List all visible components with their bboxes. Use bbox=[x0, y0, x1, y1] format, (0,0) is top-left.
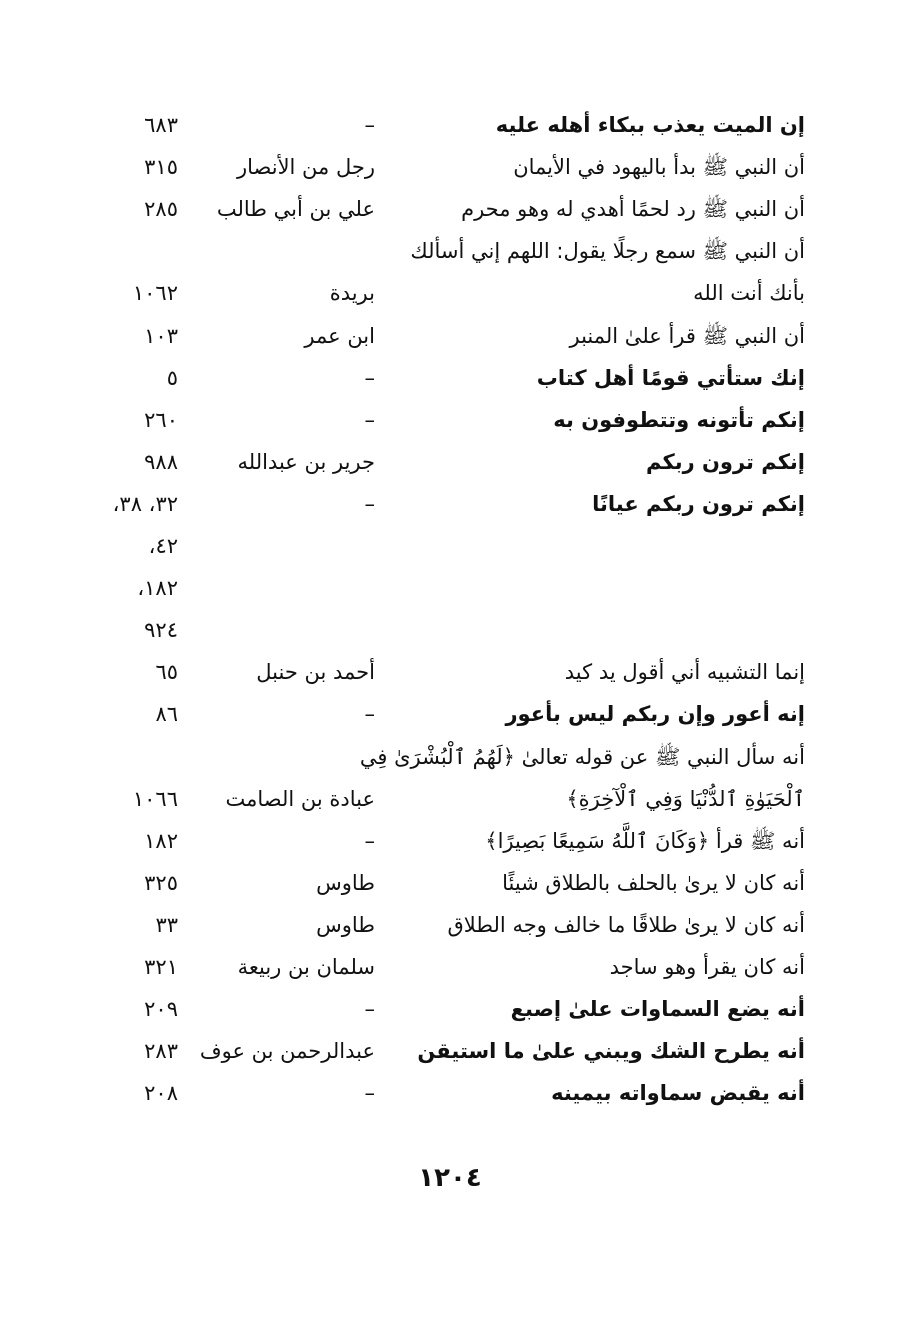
page-references: ٣١٥ bbox=[144, 155, 178, 180]
page-references: ١٨٢ bbox=[144, 828, 178, 853]
page-references: ١٠٣ bbox=[144, 323, 178, 348]
narrator-name: علي بن أبي طالب bbox=[216, 197, 375, 222]
page-references: ٢٨٥ bbox=[144, 197, 178, 222]
hadith-text: أنه يضع السماوات علىٰ إصبع bbox=[510, 997, 805, 1022]
page-references: ٢٨٣ bbox=[144, 1039, 178, 1064]
index-row bbox=[0, 188, 900, 230]
page-references: ٣٢، ٣٨، bbox=[112, 491, 178, 516]
page-references: ٣٢٥ bbox=[144, 870, 178, 895]
hadith-text: إنكم ترون ربكم bbox=[646, 449, 805, 474]
page-references: ٥ bbox=[166, 365, 178, 390]
hadith-text: أن النبي ﷺ سمع رجلًا يقول: اللهم إني أسألك bbox=[410, 239, 805, 264]
page-references: ٩٨٨ bbox=[144, 449, 178, 474]
hadith-text: أنه كان يقرأ وهو ساجد bbox=[609, 955, 805, 979]
narrator-name: – bbox=[364, 828, 375, 853]
narrator-name: – bbox=[364, 407, 375, 432]
narrator-name bbox=[190, 567, 375, 609]
hadith-text: ٱلْحَيَوٰةِ ٱلدُّنْيَا وَفِي ٱلْآخِرَةِ﴾ bbox=[566, 786, 805, 811]
index-row bbox=[0, 357, 900, 399]
index-row bbox=[0, 272, 900, 314]
narrator-name: عبدالرحمن بن عوف bbox=[199, 1039, 375, 1064]
index-row bbox=[0, 1030, 900, 1072]
narrator-name: سلمان بن ربيعة bbox=[237, 955, 375, 979]
narrator-name bbox=[190, 230, 375, 272]
index-row bbox=[0, 988, 900, 1030]
page-references bbox=[60, 736, 178, 778]
narrator-name bbox=[190, 736, 375, 778]
hadith-text: إنه أعور وإن ربكم ليس بأعور bbox=[505, 702, 805, 727]
narrator-name: عبادة بن الصامت bbox=[225, 786, 375, 811]
page-references: ١٠٦٦ bbox=[132, 786, 178, 811]
narrator-name: رجل من الأنصار bbox=[236, 155, 375, 180]
index-row bbox=[0, 483, 900, 525]
narrator-name: جرير بن عبدالله bbox=[237, 449, 375, 474]
page-references: ٢٦٠ bbox=[144, 407, 178, 432]
index-row bbox=[0, 651, 900, 693]
narrator-name: – bbox=[364, 1081, 375, 1106]
index-row bbox=[0, 146, 900, 188]
hadith-text: أنه سأل النبي ﷺ عن قوله تعالىٰ ﴿لَهُمُ ٱلْبُشْرَىٰ فِي bbox=[359, 744, 805, 769]
narrator-name: – bbox=[364, 365, 375, 390]
narrator-name: – bbox=[364, 702, 375, 727]
page-references: ٣٢١ bbox=[144, 955, 178, 979]
index-row bbox=[0, 315, 900, 357]
hadith-text bbox=[335, 567, 805, 609]
page-references: ٣٣ bbox=[155, 912, 178, 937]
index-row bbox=[0, 441, 900, 483]
page-references: ١٠٦٢ bbox=[132, 281, 178, 306]
hadith-text: إنكم ترون ربكم عيانًا bbox=[592, 491, 805, 516]
hadith-text: بأنك أنت الله bbox=[693, 281, 805, 306]
index-row bbox=[0, 946, 900, 988]
hadith-text: إنكم تأتونه وتتطوفون به bbox=[553, 407, 805, 432]
index-row bbox=[0, 693, 900, 735]
narrator-name: – bbox=[364, 113, 375, 137]
index-row bbox=[0, 904, 900, 946]
page-references: ٢٠٩ bbox=[144, 997, 178, 1022]
hadith-text: إن الميت يعذب ببكاء أهله عليه bbox=[495, 113, 805, 137]
index-row bbox=[0, 862, 900, 904]
index-row bbox=[0, 230, 900, 272]
narrator-name bbox=[190, 609, 375, 651]
narrator-name bbox=[190, 525, 375, 567]
narrator-name: أحمد بن حنبل bbox=[256, 660, 375, 685]
index-row bbox=[0, 399, 900, 441]
hadith-text: أن النبي ﷺ بدأ باليهود في الأيمان bbox=[513, 155, 805, 180]
hadith-text bbox=[335, 609, 805, 651]
page-references: ٨٦ bbox=[155, 702, 178, 727]
hadith-text: أنه يقبض سماواته بيمينه bbox=[551, 1081, 805, 1106]
page-references: ٦٥ bbox=[155, 660, 178, 685]
narrator-name: طاوس bbox=[316, 870, 375, 895]
narrator-name: طاوس bbox=[316, 912, 375, 937]
index-row bbox=[0, 736, 900, 778]
page-references: ٩٢٤ bbox=[144, 618, 178, 643]
index-row bbox=[0, 609, 900, 651]
narrator-name: – bbox=[364, 491, 375, 516]
page-references bbox=[60, 230, 178, 272]
hadith-text: إنما التشبيه أني أقول يد كيد bbox=[564, 660, 805, 685]
index-row bbox=[0, 1072, 900, 1114]
hadith-text: إنك ستأتي قومًا أهل كتاب bbox=[536, 365, 805, 390]
hadith-text: أنه كان لا يرىٰ طلاقًا ما خالف وجه الطلاق bbox=[447, 912, 805, 937]
index-row bbox=[0, 778, 900, 820]
page-references: ٢٠٨ bbox=[144, 1081, 178, 1106]
page-references: ٦٨٣ bbox=[144, 113, 178, 137]
narrator-name: بريدة bbox=[329, 281, 375, 306]
index-row bbox=[0, 525, 900, 567]
hadith-text: أنه ﷺ قرأ ﴿وَكَانَ ٱللَّهُ سَمِيعًا بَصِيرًا﴾ bbox=[485, 828, 805, 853]
hadith-text: أن النبي ﷺ قرأ علىٰ المنبر bbox=[569, 323, 805, 348]
index-row bbox=[0, 820, 900, 862]
index-row bbox=[0, 104, 900, 146]
page-references: ١٨٢، bbox=[137, 576, 178, 601]
hadith-text: أنه كان لا يرىٰ بالحلف بالطلاق شيئًا bbox=[502, 870, 805, 895]
page-number: ١٢٠٤ bbox=[418, 1163, 482, 1193]
hadith-text bbox=[335, 525, 805, 567]
index-row bbox=[0, 567, 900, 609]
hadith-text: أن النبي ﷺ رد لحمًا أهدي له وهو محرم bbox=[461, 197, 805, 222]
narrator-name: – bbox=[364, 997, 375, 1022]
hadith-text: أنه يطرح الشك ويبني علىٰ ما استيقن bbox=[417, 1039, 805, 1064]
page-references: ٤٢، bbox=[148, 534, 178, 558]
narrator-name: ابن عمر bbox=[304, 323, 375, 348]
